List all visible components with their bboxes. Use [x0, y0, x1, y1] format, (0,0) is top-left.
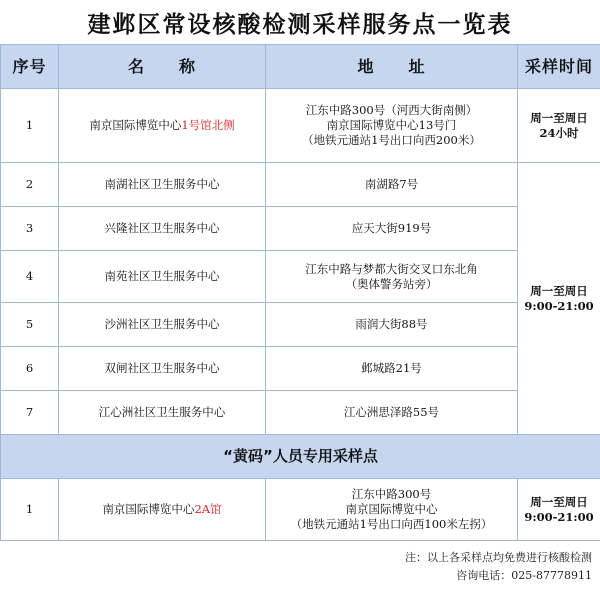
address-line: 江东中路300号（河西大街南侧）: [305, 103, 478, 117]
section-title: “黄码”人员专用采样点: [1, 435, 600, 479]
time-hours: 9:00-21:00: [524, 509, 594, 524]
name-highlight: 2A馆: [194, 502, 222, 516]
row-address: [266, 163, 518, 207]
address-line: 应天大街919号: [351, 221, 432, 235]
row-seq: 7: [1, 391, 59, 435]
row-address: [266, 89, 518, 163]
table-row: [1, 479, 600, 541]
header-address: 地 址: [266, 45, 518, 89]
row-time: [518, 89, 600, 163]
row-seq: 2: [1, 163, 59, 207]
row-seq: 5: [1, 303, 59, 347]
row-seq: 6: [1, 347, 59, 391]
row-address: [266, 251, 518, 303]
time-hours: 24小时: [539, 125, 579, 140]
page-title: 建邺区常设核酸检测采样服务点一览表: [87, 11, 513, 38]
time-hours: 9:00-21:00: [524, 298, 594, 313]
header-time: 采样时间: [518, 45, 600, 89]
address-line: 南京国际博览中心: [345, 502, 438, 516]
address-line: 南京国际博览中心13号门: [326, 118, 457, 132]
row-address: [266, 391, 518, 435]
row-address: [266, 303, 518, 347]
section-row: [1, 435, 600, 479]
time-days: 周一至周日: [530, 110, 588, 125]
table-row: [1, 163, 600, 207]
header-seq: 序号: [1, 45, 59, 89]
row-address: [266, 347, 518, 391]
address-line: 江东中路300号: [351, 487, 432, 501]
row-name: 江心洲社区卫生服务中心: [59, 391, 266, 435]
row-name: 南湖社区卫生服务中心: [59, 163, 266, 207]
name-text: 南京国际博览中心: [89, 118, 182, 132]
name-highlight: 1号馆北侧: [181, 118, 235, 132]
row-name: 沙洲社区卫生服务中心: [59, 303, 266, 347]
address-line: （地铁元通站1号出口向西100米左拐）: [290, 517, 493, 531]
row-time: [518, 479, 600, 541]
table-row: [1, 303, 600, 347]
row-time-shared: [518, 163, 600, 435]
row-address: [266, 479, 518, 541]
header-row: [1, 45, 600, 89]
row-seq: 4: [1, 251, 59, 303]
row-seq: 1: [1, 89, 59, 163]
row-seq: 1: [1, 479, 59, 541]
table-row: [1, 391, 600, 435]
address-line: （奥体警务站旁）: [345, 276, 438, 291]
address-line: 邺城路21号: [361, 361, 422, 375]
footnote-phone: 咨询电话：025-87778911: [456, 569, 592, 582]
time-days: 周一至周日: [530, 494, 588, 509]
row-name: [59, 479, 266, 541]
address-line: 江心洲思泽路55号: [343, 405, 440, 419]
time-days: 周一至周日: [530, 283, 588, 298]
name-text: 南京国际博览中心: [102, 502, 195, 516]
table-row: [1, 347, 600, 391]
row-seq: 3: [1, 207, 59, 251]
header-name: 名 称: [59, 45, 266, 89]
table-row: [1, 207, 600, 251]
address-line: 江东中路与梦都大街交叉口东北角: [305, 261, 478, 276]
footnote: [405, 549, 592, 585]
row-name: 南苑社区卫生服务中心: [59, 251, 266, 303]
table-row: [1, 89, 600, 163]
row-address: [266, 207, 518, 251]
footnote-free-testing: 注：以上各采样点均免费进行核酸检测: [405, 551, 592, 564]
address-line: （地铁元通站1号出口向西200米）: [302, 133, 481, 147]
row-name: 兴隆社区卫生服务中心: [59, 207, 266, 251]
address-line: 雨润大街88号: [355, 317, 428, 331]
sampling-sites-table: [0, 44, 600, 541]
table-row: [1, 251, 600, 303]
address-line: 南湖路7号: [364, 177, 419, 191]
row-name: [59, 89, 266, 163]
row-name: 双闸社区卫生服务中心: [59, 347, 266, 391]
